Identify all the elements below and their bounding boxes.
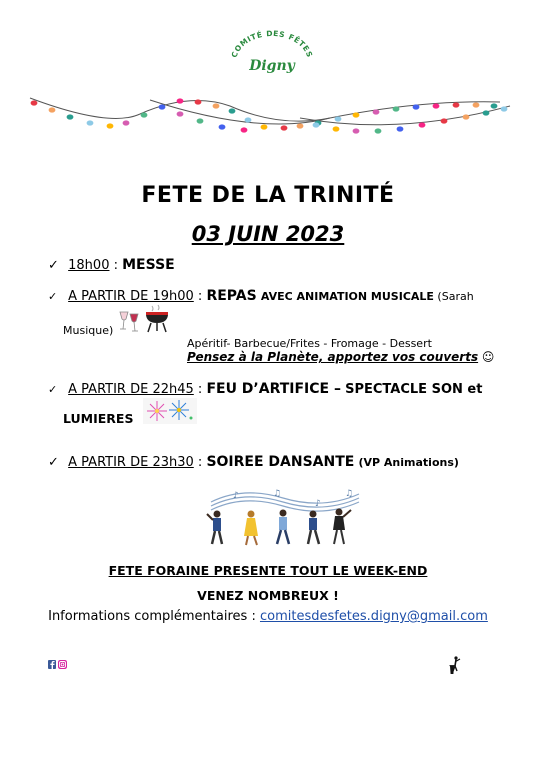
item-sep: :: [109, 258, 123, 273]
info-line: [0, 609, 536, 624]
light-bulb: [463, 114, 470, 119]
item-time: A PARTIR DE 19h00: [68, 289, 194, 304]
bunting-lights: [0, 84, 536, 144]
light-bulb: [373, 109, 380, 114]
check-icon: ✓: [48, 290, 58, 303]
light-bulb: [229, 108, 236, 113]
light-bulb: [241, 127, 248, 132]
logo-name: Digny: [249, 58, 295, 74]
svg-text:♪: ♪: [315, 499, 321, 509]
item-sep: :: [193, 455, 207, 470]
light-bulb: [107, 123, 114, 128]
item-sep: :: [193, 289, 207, 304]
info-sep: :: [247, 609, 260, 624]
item-sep: :: [193, 382, 207, 397]
check-icon: ✓: [48, 258, 59, 273]
item-label: MESSE: [122, 257, 175, 273]
item-label-line2: LUMIERES: [63, 411, 134, 426]
item-label-extra: AVEC ANIMATION MUSICALE: [260, 290, 434, 303]
item-paren-cont: Musique): [63, 324, 114, 337]
check-icon: ✓: [48, 383, 58, 396]
light-bulb: [473, 102, 480, 107]
eco-note: [187, 350, 494, 364]
light-bulb: [491, 103, 498, 108]
light-bulb: [441, 118, 448, 123]
light-bulb: [261, 124, 268, 129]
logo-arc-text: COMITÉ DES FÊTES: [229, 28, 315, 59]
light-bulb: [67, 114, 74, 119]
light-bulb: [141, 112, 148, 117]
light-bulb: [195, 99, 202, 104]
light-bulb: [353, 112, 360, 117]
svg-text:♫: ♫: [273, 489, 282, 499]
fair-banner: FETE FORAINE PRESENTE TOUT LE WEEK-END: [108, 563, 428, 578]
dancers-music-icon: [203, 484, 367, 548]
light-bulb: [49, 107, 56, 112]
light-bulb: [393, 106, 400, 111]
svg-text:♫: ♫: [345, 489, 354, 499]
light-bulb: [31, 100, 38, 105]
item-time: A PARTIR DE 22h45: [68, 382, 194, 397]
light-bulb: [313, 122, 320, 127]
light-bulb: [483, 110, 490, 115]
light-bulb: [433, 103, 440, 108]
light-bulb: [177, 98, 184, 103]
smiley-icon: ☺: [481, 350, 495, 364]
light-bulb: [159, 104, 166, 109]
item-time: 18h00: [68, 258, 110, 273]
light-bulb: [87, 120, 94, 125]
item-time: A PARTIR DE 23h30: [68, 455, 194, 470]
item-paren: (Sarah: [433, 290, 474, 303]
menu-text: Apéritif- Barbecue/Frites - Fromage - Dessert: [187, 337, 432, 350]
check-icon: ✓: [48, 455, 59, 470]
facebook-icon[interactable]: [48, 660, 56, 669]
event-date: 03 JUIN 2023: [191, 222, 345, 246]
instagram-icon[interactable]: [58, 660, 67, 669]
event-title: FETE DE LA TRINITÉ: [141, 183, 395, 208]
svg-text:COMITÉ DES FÊTES: [230, 29, 315, 59]
come-text: VENEZ NOMBREUX !: [197, 588, 339, 603]
barbecue-icon: [143, 304, 171, 334]
light-bulb: [281, 125, 288, 130]
eco-note-text: Pensez à la Planète, apportez vos couverts: [187, 350, 479, 364]
item-repas: [48, 288, 474, 304]
fireworks-icon: [143, 398, 197, 424]
item-label: REPAS: [206, 288, 257, 304]
light-bulb: [397, 126, 404, 131]
light-bulb: [453, 102, 460, 107]
item-label: SOIREE DANSANTE: [206, 454, 355, 470]
light-bulb: [177, 111, 184, 116]
light-bulb: [353, 128, 360, 133]
light-bulb: [219, 124, 226, 129]
light-bulb: [419, 122, 426, 127]
light-bulb: [213, 103, 220, 108]
item-feu: [48, 381, 482, 397]
item-label-extra: (VP Animations): [358, 456, 459, 469]
light-bulb: [333, 126, 340, 131]
light-bulb: [197, 118, 204, 123]
light-bulb: [501, 106, 508, 111]
item-label-extra: SPECTACLE SON et: [345, 382, 483, 397]
item-label: FEU D’ARTIFICE –: [206, 381, 341, 397]
light-bulb: [123, 120, 130, 125]
light-bulb: [297, 123, 304, 128]
comite-logo: [222, 28, 322, 74]
info-label: Informations complémentaires: [48, 609, 248, 624]
svg-text:♪: ♪: [233, 491, 239, 501]
light-bulb: [335, 116, 342, 121]
email-link[interactable]: comitesdesfetes.digny@gmail.com: [259, 609, 488, 624]
light-bulb: [375, 128, 382, 133]
wine-glasses-icon: [117, 310, 143, 334]
item-messe: [48, 257, 175, 273]
item-soiree: [48, 454, 459, 470]
light-bulb: [413, 104, 420, 109]
light-bulb: [245, 117, 252, 122]
trash-bin-icon: [449, 656, 463, 676]
